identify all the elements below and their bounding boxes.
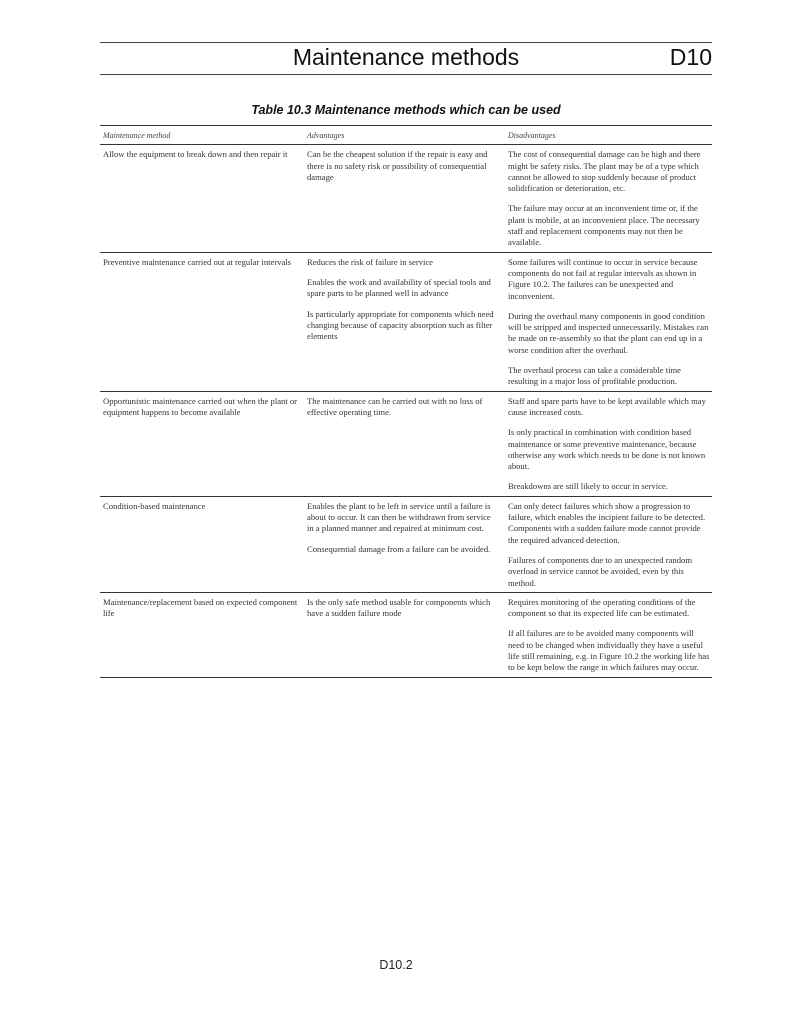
advantages-cell: [305, 501, 505, 589]
disadvantage-paragraph: Staff and spare parts have to be kept available which may cause increased costs.: [508, 395, 706, 417]
disadvantage-paragraph: The cost of consequential damage can be high and there might be safety risks. The plant may be of a type which cannot be allowed to stop suddenly because of product solidification or deterioration, etc.: [508, 149, 701, 194]
table-row: [100, 145, 712, 252]
table-row: [100, 392, 712, 497]
disadvantages-cell: [505, 501, 712, 589]
method-cell: Preventive maintenance carried out at regular intervals: [103, 256, 292, 267]
table-header-row: [100, 126, 712, 145]
table-caption: Table 10.3 Maintenance methods which can be used: [251, 103, 561, 117]
advantages-cell: [305, 149, 505, 248]
page-title: Maintenance methods: [292, 44, 520, 70]
advantage-paragraph: Enables the work and availability of special tools and spare parts to be planned well in advance: [307, 276, 491, 299]
section-code: D10: [669, 44, 712, 70]
header-bottom-rule: [100, 74, 712, 75]
advantage-paragraph: Reduces the risk of failure in service: [307, 256, 433, 267]
column-header-advantages: Advantages: [307, 131, 345, 140]
disadvantage-paragraph: Breakdowns are still likely to occur in service.: [508, 481, 668, 492]
advantage-paragraph: The maintenance can be carried out with no loss of effective operating time.: [307, 395, 483, 417]
table-row: [100, 593, 712, 678]
method-cell: Maintenance/replacement based on expected component life: [103, 596, 298, 619]
disadvantage-paragraph: Is only practical in combination with condition based maintenance or some preventive maintenance, because otherwise any work which needs to be done is not known about.: [508, 427, 706, 472]
disadvantages-cell: [505, 396, 712, 493]
method-cell: Allow the equipment to break down and then repair it: [103, 149, 288, 160]
disadvantage-paragraph: Failures of components due to an unexpected random overload in service cannot be avoided, even by this method.: [508, 554, 692, 588]
disadvantage-paragraph: During the overhaul many components in good condition will be stripped and inspected unnecessarily. Mistakes can be made on re-assembly so that the plant can end up in a worse condition after the overhaul.: [508, 310, 709, 355]
disadvantage-paragraph: The failure may occur at an inconvenient time or, if the plant is mobile, at an inconvenient place. The necessary staff and replacement components may not then be available.: [508, 203, 700, 248]
disadvantage-paragraph: The overhaul process can take a considerable time resulting in a major loss of profitable production.: [508, 365, 681, 387]
disadvantage-paragraph: If all failures are to be avoided many components will need to be changed when individually they have a useful life still remaining, e.g. in Figure 10.2 the working life has to be kept below the range in which failures may occur.: [508, 628, 710, 673]
advantage-paragraph: Is particularly appropriate for components which need changing because of capacity absorption such as filter elements: [307, 308, 494, 342]
header-top-rule: [100, 42, 712, 43]
disadvantage-paragraph: Requires monitoring of the operating conditions of the component so that its expected life can be estimated.: [508, 596, 696, 619]
advantages-cell: [305, 257, 505, 388]
disadvantage-paragraph: Can only detect failures which show a progression to failure, which enables the incipient failure to be detected. Components with a sudden failure mode cannot provide the required advanced detection.: [508, 500, 706, 545]
table-row: [100, 253, 712, 392]
table-row: [100, 497, 712, 593]
method-cell: Opportunistic maintenance carried out when the plant or equipment happens to become available: [103, 395, 298, 417]
advantage-paragraph: Enables the plant to be left in service until a failure is about to occur. It can then be withdrawn from service in a planned manner and repaired at minimum cost.: [307, 500, 491, 534]
disadvantage-paragraph: Some failures will continue to occur in service because components do not fail at regular intervals as shown in Figure 10.2. The failures can be unexpected and inconvenient.: [508, 256, 698, 301]
maintenance-methods-table: [100, 125, 712, 678]
advantages-cell: [305, 597, 505, 674]
column-header-method: Maintenance method: [103, 131, 171, 140]
advantage-paragraph: Is the only safe method usable for components which have a sudden failure mode: [307, 596, 491, 619]
disadvantages-cell: [505, 149, 712, 248]
disadvantages-cell: [505, 257, 712, 388]
method-cell: Condition-based maintenance: [103, 500, 206, 511]
advantage-paragraph: Can be the cheapest solution if the repair is easy and there is no safety risk or possibility of consequential damage: [307, 149, 488, 182]
column-header-disadvantages: Disadvantages: [508, 131, 556, 140]
advantage-paragraph: Consequential damage from a failure can be avoided.: [307, 543, 491, 554]
page-number: D10.2: [379, 958, 413, 972]
advantages-cell: [305, 396, 505, 493]
disadvantages-cell: [505, 597, 712, 674]
